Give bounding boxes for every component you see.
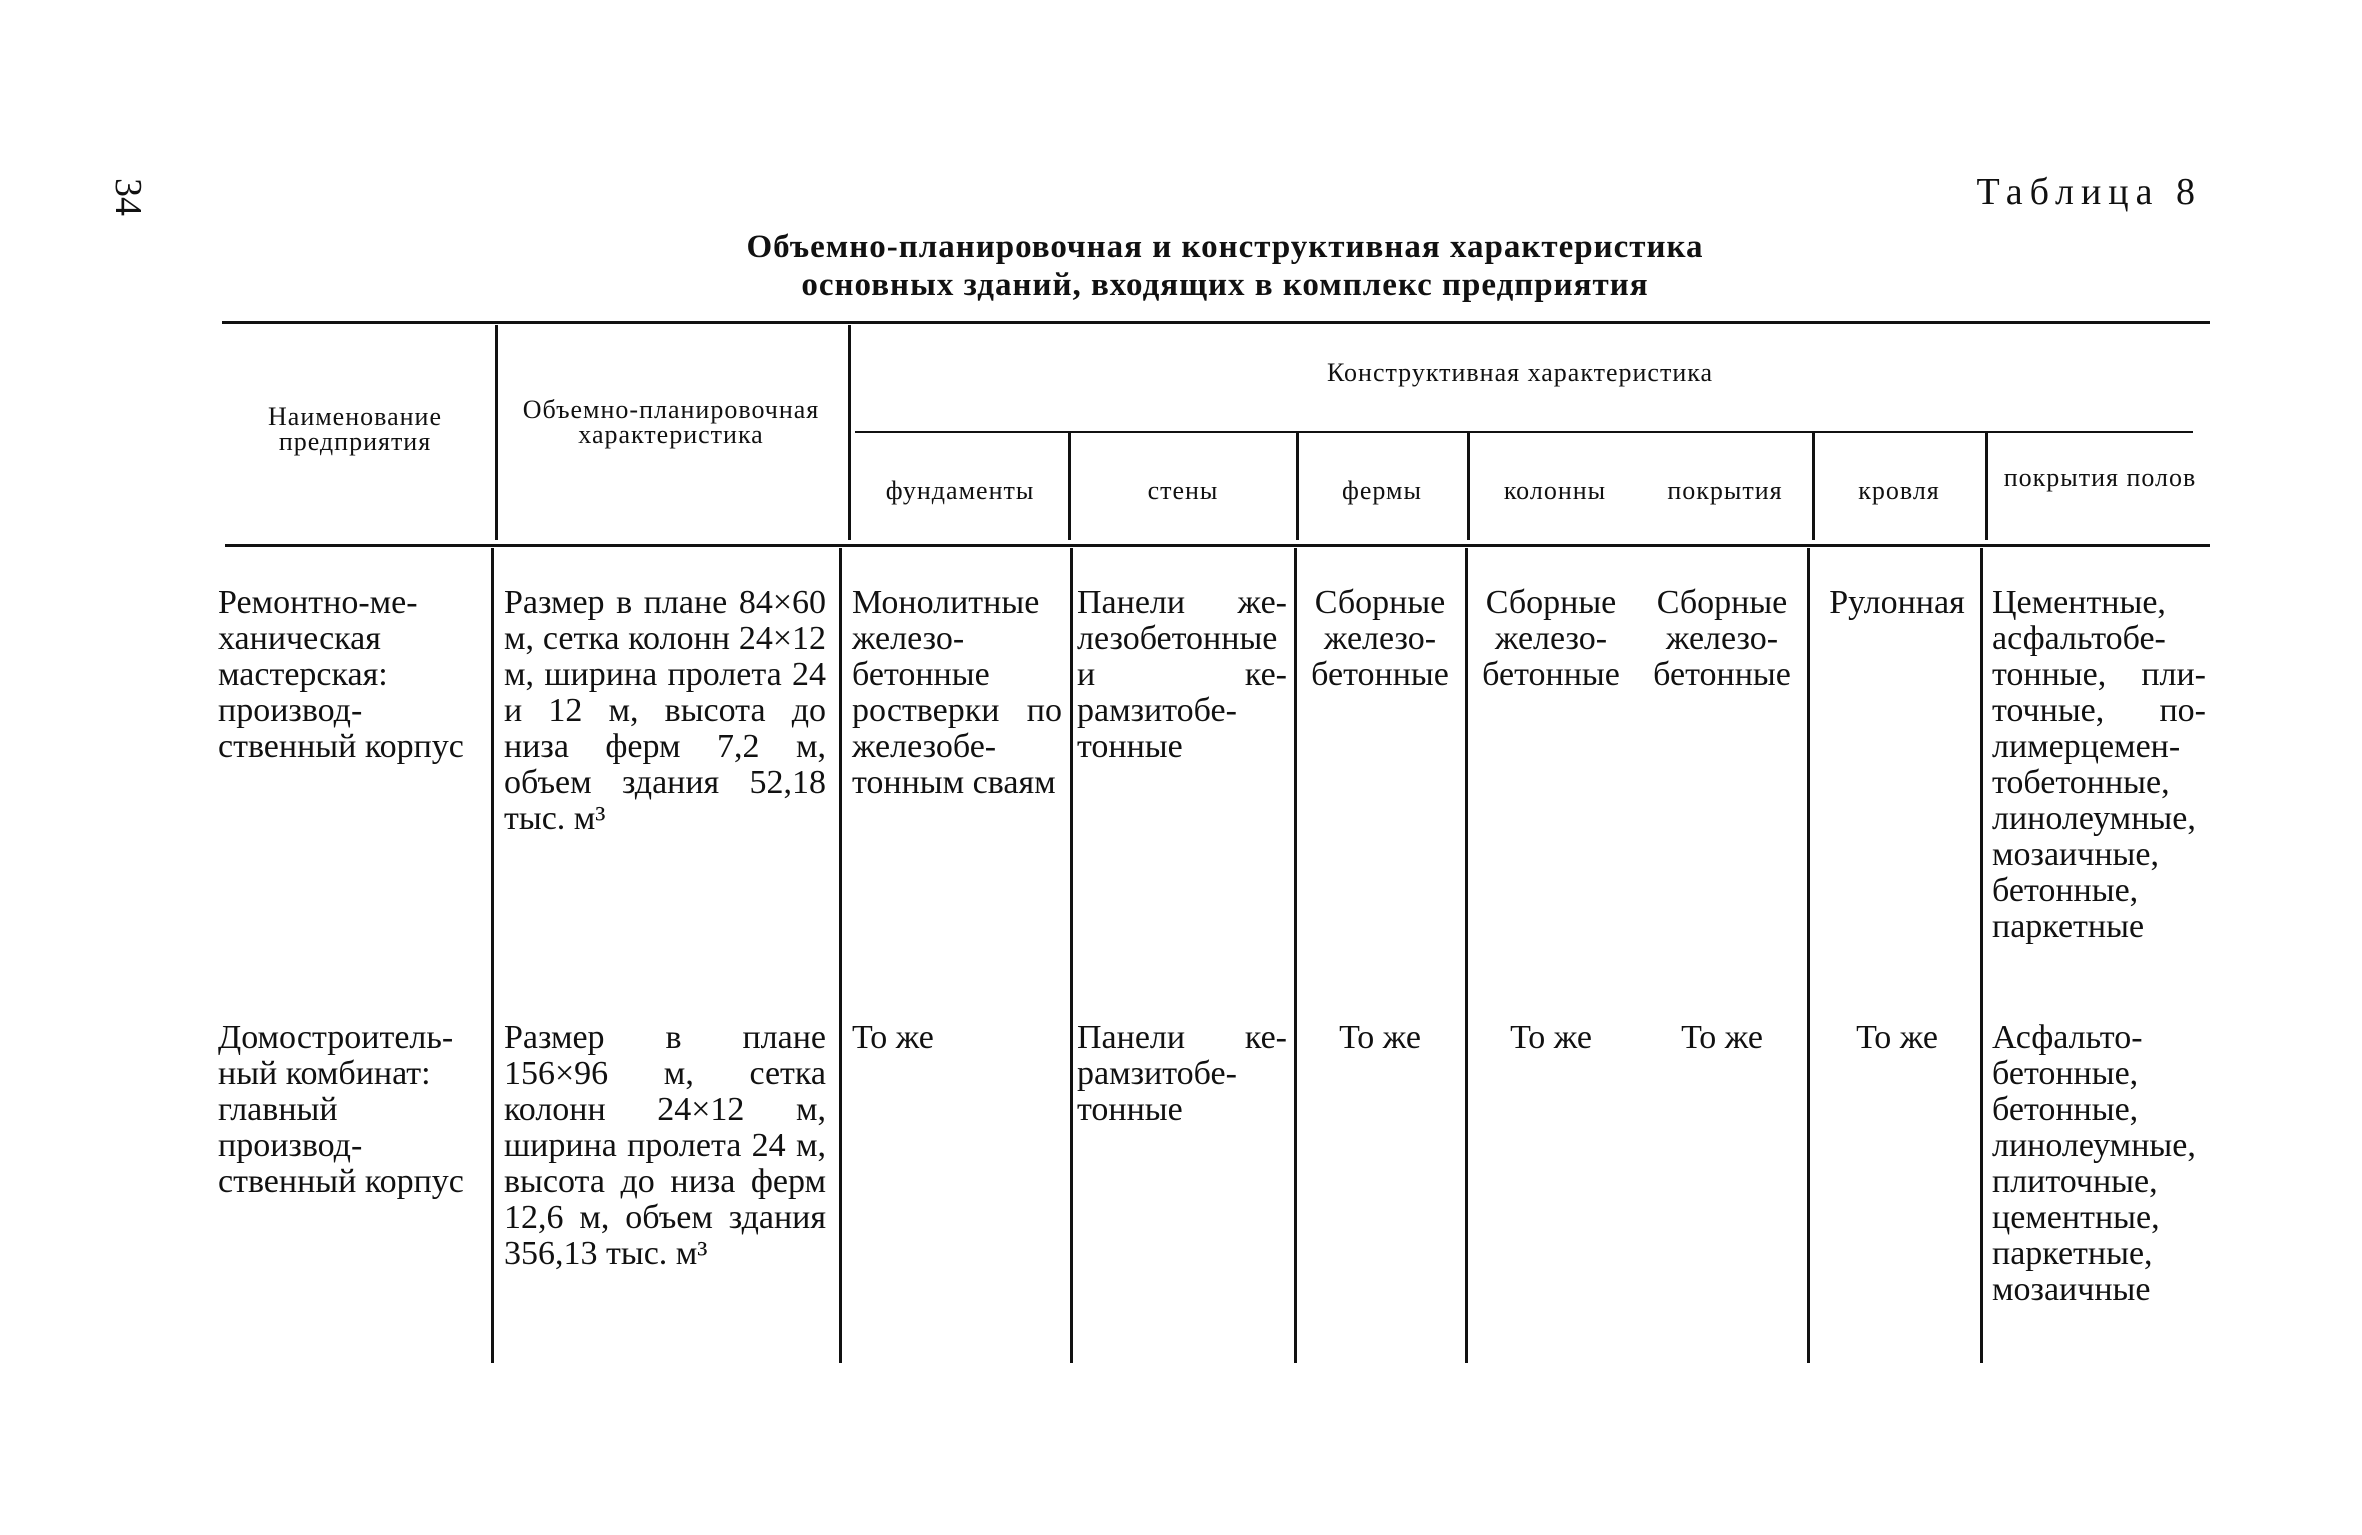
header-walls: стены <box>1147 476 1219 505</box>
row-2-planning: Размер в плане 156×96 м, сетка колонн 24×12 м, ширина пролета 24 м, высота до низа ферм 12,6 м, объем здания 356,13 тыс. м³ <box>504 1019 826 1272</box>
row-2-walls: Панели керамзитобетонные <box>1077 1019 1287 1128</box>
table-title <box>500 228 1950 304</box>
row-1-columns: Сборные железобетонные <box>1482 584 1620 693</box>
table-top-rule <box>222 321 2210 324</box>
row-2-trusses: То же <box>1339 1019 1421 1056</box>
header-foundations: фундаменты <box>885 476 1035 505</box>
header-trusses: фермы <box>1342 476 1422 505</box>
page-number: 34 <box>107 178 149 216</box>
body-divider <box>1807 548 1810 1363</box>
body-divider <box>1294 548 1297 1363</box>
header-name: Наименование предприятия <box>268 402 442 456</box>
row-2-name: Домостроительный комбинат: главный производственный корпус <box>218 1019 464 1200</box>
row-2-foundations: То же <box>852 1019 934 1056</box>
row-1-name: Ремонтно-механическая мастерская: производственный корпус <box>218 584 464 765</box>
header-planning: Объемно-планировочная характеристика <box>522 395 820 449</box>
header-divider <box>848 325 851 540</box>
header-bottom-rule <box>225 544 2210 547</box>
row-1-foundations: Монолитные железобетонные ростверки по железобетонным сваям <box>852 584 1062 801</box>
body-divider <box>1980 548 1983 1363</box>
body-divider <box>1465 548 1468 1363</box>
title-line-2: основных зданий, входящих в комплекс предприятия <box>801 267 1649 303</box>
row-1-roofing: Рулонная <box>1829 584 1965 621</box>
row-2-floors: Асфальтобетонные, бетонные, линолеумные, плиточные, цементные, паркетные, мозаичные <box>1992 1019 2196 1308</box>
body-divider <box>491 548 494 1363</box>
table-label: Таблица 8 <box>1976 171 2202 213</box>
body-divider <box>839 548 842 1363</box>
header-divider <box>1068 433 1071 540</box>
row-2-roofing: То же <box>1856 1019 1938 1056</box>
title-line-1: Объемно-планировочная и конструктивная характеристика <box>746 229 1704 265</box>
body-divider <box>1070 548 1073 1363</box>
constructive-sub-rule <box>855 431 2193 433</box>
row-1-planning: Размер в плане 84×60 м, сетка колонн 24×12 м, ширина пролета 24 и 12 м, высота до низа ферм 7,2 м, объем здания 52,18 тыс. м³ <box>504 584 826 837</box>
row-1-trusses: Сборные железобетонные <box>1311 584 1449 693</box>
header-roofing: кровля <box>1858 476 1940 505</box>
header-coverings: покрытия <box>1667 476 1783 505</box>
row-2-columns: То же <box>1510 1019 1592 1056</box>
row-1-floors: Цементные, асфальтобетонные, плиточные, полимерцементобетонные, линолеумные, мозаичные, бетонные, паркетные <box>1992 584 2206 945</box>
header-columns: колонны <box>1503 476 1607 505</box>
header-constructive: Конструктивная характеристика <box>1326 358 1714 387</box>
header-floors: покрытия полов <box>2003 463 2197 492</box>
row-2-coverings: То же <box>1681 1019 1763 1056</box>
row-1-coverings: Сборные железобетонные <box>1653 584 1791 693</box>
header-divider <box>495 325 498 540</box>
row-1-walls: Панели железобетонные и керамзитобетонные <box>1077 584 1287 765</box>
header-divider <box>1985 433 1988 540</box>
